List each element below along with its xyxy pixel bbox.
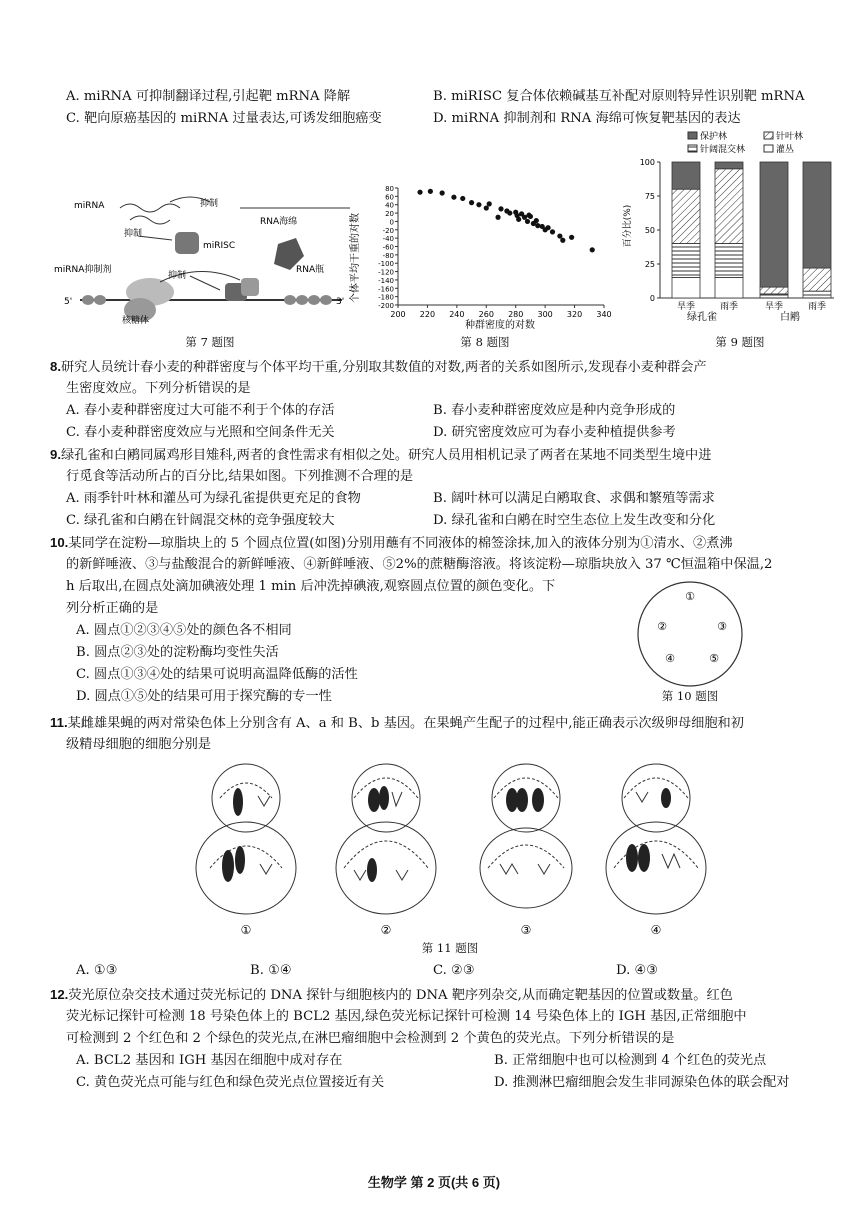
fig9-bar-segment (760, 162, 788, 287)
q12-text-1: 荧光原位杂交技术通过荧光标记的 DNA 探针与细胞核内的 DNA 靶序列杂交,从而确定靶基因的位置或数量。红色 (68, 988, 733, 1003)
fig8-x-tick-label: 340 (596, 310, 612, 319)
fig9-bar-segment (803, 162, 831, 268)
fig11-caption: 第 11 题图 (421, 941, 479, 955)
fig9-bar-segment (715, 244, 743, 278)
q9-text-1: 绿孔雀和白鹇同属鸡形目雉科,两者的食性需求有相似之处。研究人员用相机记录了两者在某地不同类型生境中进 (61, 448, 712, 463)
fig10-dot-4: ④ (665, 652, 675, 665)
q11-stem-line2: 级精母细胞的细胞分别是 (66, 737, 212, 752)
fig7-label-sponge: RNA海绵 (260, 217, 298, 227)
q11-option-b: B. ①④ (250, 963, 292, 978)
fig9-y-tick-label: 0 (649, 294, 655, 303)
fig8-data-point (557, 233, 562, 238)
fig8-y-tick-label: -160 (378, 285, 394, 294)
fig9-bar-segment (715, 162, 743, 169)
fig8-data-point (495, 215, 500, 220)
fig9-y-tick-label: 100 (639, 158, 655, 167)
fig8-data-point (440, 190, 445, 195)
q10-option-c: C. 圆点①③④处的结果可说明高温降低酶的活性 (76, 667, 358, 682)
fig11-label-4: ④ (650, 923, 662, 937)
fig8-data-point (522, 215, 527, 220)
fig9-legend-0: 保护林 (700, 132, 728, 142)
fig9-stacked-bar-chart (620, 126, 840, 334)
fig8-data-point (460, 196, 465, 201)
fig9-bar-segment (672, 189, 700, 243)
fig8-data-point (525, 219, 530, 224)
fig8-y-tick-label: 0 (389, 218, 394, 227)
fig7-label-inhibitor: miRNA抑制剂 (54, 265, 112, 275)
q11-option-d: D. ④③ (616, 963, 659, 978)
fig8-x-tick-label: 260 (478, 310, 494, 319)
q10-stem-line4: 列分析正确的是 (66, 601, 159, 616)
q11-stem-line1 (50, 712, 744, 735)
fig8-data-point (487, 201, 492, 206)
fig9-group-1: 白鹇 (780, 312, 800, 323)
fig8-y-tick-label: -180 (378, 293, 394, 302)
q11-option-a: A. ①③ (76, 963, 118, 978)
fig8-y-tick-label: -120 (378, 268, 394, 277)
fig8-ylabel: 个体平均干重的对数 (350, 213, 361, 303)
fig8-data-point (528, 214, 533, 219)
q11-text-1: 某雌雄果蝇的两对常染色体上分别含有 A、a 和 B、b 基因。在果蝇产生配子的过程中,能正确表示次级卵母细胞和初 (67, 716, 744, 731)
q7-option-c: C. 靶向原癌基因的 miRNA 过量表达,可诱发细胞癌变 (66, 111, 382, 126)
q10-option-d: D. 圆点①⑤处的结果可用于探究酶的专一性 (76, 689, 332, 704)
fig8-y-tick-label: -140 (378, 276, 394, 285)
fig8-data-point (545, 225, 550, 230)
fig7-label-ribosome: 核糖体 (122, 316, 150, 326)
fig11-cell-3 (480, 764, 572, 937)
fig8-x-tick-label: 320 (566, 310, 583, 319)
fig9-bar-segment (715, 169, 743, 244)
q8-text-1: 研究人员统计春小麦的种群密度与个体平均干重,分别取其数值的对数,两者的关系如图所示,发现春小麦种群会产 (61, 360, 707, 375)
q9-option-d: D. 绿孔雀和白鹇在时空生态位上发生改变和分化 (433, 513, 716, 528)
q10-number: 10. (50, 535, 69, 550)
fig8-y-tick-label: -60 (382, 243, 394, 252)
q12-option-a: A. BCL2 基因和 IGH 基因在细胞中成对存在 (76, 1053, 343, 1068)
fig8-scatter-chart (350, 180, 618, 335)
fig9-bar-segment (672, 278, 700, 298)
fig11-cell-2 (336, 764, 436, 937)
fig7-label-mirisc: miRISC (203, 241, 236, 251)
q10-option-a: A. 圆点①②③④⑤处的颜色各不相同 (76, 623, 292, 638)
fig9-bar-segment (672, 162, 700, 189)
q12-stem-line3: 可检测到 2 个红色和 2 个绿色的荧光点,在淋巴瘤细胞中会检测到 2 个黄色的荧光点。下列分析错误的是 (66, 1031, 675, 1046)
fig9-ylabel: 百分比(%) (623, 204, 633, 248)
fig11-label-2: ② (380, 923, 392, 937)
fig8-data-point (507, 210, 512, 215)
fig9-bar-segment (672, 244, 700, 278)
q12-option-d: D. 推测淋巴瘤细胞会发生非同源染色体的联会配对 (494, 1075, 790, 1090)
fig8-y-tick-label: -40 (382, 235, 394, 244)
fig8-y-tick-label: 20 (385, 210, 394, 219)
q12-option-c: C. 黄色荧光点可能与红色和绿色荧光点位置接近有关 (76, 1075, 385, 1090)
fig8-data-point (534, 218, 539, 223)
q10-stem-line3: h 后取出,在圆点处滴加碘液处理 1 min 后冲洗掉碘液,观察圆点位置的颜色变化。下 (66, 579, 556, 594)
q12-stem-line2: 荧光标记探针可检测 18 号染色体上的 BCL2 基因,绿色荧光标记探针可检测 14 号染色体上的 IGH 基因,正常细胞中 (66, 1009, 747, 1024)
fig8-y-tick-label: -200 (378, 302, 394, 310)
fig10-dot-5: ⑤ (709, 652, 719, 665)
q8-option-b: B. 春小麦种群密度效应是种内竞争形成的 (433, 403, 676, 418)
fig8-y-tick-label: -20 (382, 226, 394, 235)
q12-stem-line1 (50, 984, 733, 1007)
fig8-data-point (469, 200, 474, 205)
fig9-caption: 第 9 题图 (715, 335, 765, 349)
fig11-cell-4 (606, 764, 706, 937)
q8-stem-line1 (50, 356, 707, 379)
fig7-label-inhibit3: 抑制 (168, 271, 187, 281)
fig8-data-point (569, 235, 574, 240)
fig9-y-tick-label: 50 (644, 226, 655, 235)
fig8-data-point (484, 205, 489, 210)
fig9-y-tick-label: 75 (644, 192, 655, 201)
q9-option-c: C. 绿孔雀和白鹇在针阔混交林的竞争强度较大 (66, 513, 335, 528)
fig8-y-tick-label: -100 (378, 260, 394, 269)
fig10-dot-3: ③ (717, 620, 727, 633)
fig7-label-rna-bottle: RNA瓶 (296, 265, 325, 275)
q7-option-a: A. miRNA 可抑制翻译过程,引起靶 mRNA 降解 (66, 89, 351, 104)
fig8-y-tick-label: 60 (385, 193, 394, 202)
q11-option-c: C. ②③ (433, 963, 475, 978)
fig9-legend-3: 灌丛 (776, 145, 795, 155)
fig7-label-inhibit1: 抑制 (200, 199, 219, 209)
fig8-data-point (535, 223, 540, 228)
q10-text-1: 某同学在淀粉—琼脂块上的 5 个圆点位置(如图)分别用蘸有不同液体的棉签涂抹,加入的液体分别为①清水、②煮沸 (68, 536, 733, 551)
q8-option-d: D. 研究密度效应可为春小麦种植提供参考 (433, 425, 676, 440)
fig7-label-inhibit2: 抑制 (124, 229, 143, 239)
q12-option-b: B. 正常细胞中也可以检测到 4 个红色的荧光点 (494, 1053, 767, 1068)
fig8-y-tick-label: 40 (385, 201, 394, 210)
fig9-bar-segment (760, 294, 788, 298)
fig8-y-tick-label: 80 (385, 185, 394, 193)
fig9-x-tick-label: 旱季 (764, 302, 784, 312)
fig8-xlabel: 种群密度的对数 (465, 320, 535, 331)
fig8-data-point (428, 189, 433, 194)
fig7-label-5prime: 5' (64, 297, 73, 307)
fig11-label-3: ③ (520, 923, 532, 937)
q9-number: 9. (50, 447, 61, 462)
q12-number: 12. (50, 987, 69, 1002)
q10-stem-line2: 的新鲜唾液、③与盐酸混合的新鲜唾液、④新鲜唾液、⑤2%的蔗糖酶溶液。将该淀粉—琼脂块放入 37 ℃恒温箱中保温,2 (66, 557, 773, 572)
fig8-caption: 第 8 题图 (460, 335, 510, 349)
fig10-agar-plate (630, 580, 750, 690)
fig8-data-point (417, 190, 422, 195)
fig11-cell-diagrams (190, 758, 710, 938)
fig8-x-tick-label: 220 (419, 310, 436, 319)
fig8-x-tick-label: 280 (508, 310, 524, 319)
fig9-x-tick-label: 雨季 (807, 302, 827, 312)
fig8-data-point (550, 229, 555, 234)
q8-number: 8. (50, 359, 61, 374)
q7-option-b: B. miRISC 复合体依赖碱基互补配对原则特异性识别靶 mRNA (433, 89, 805, 104)
fig8-x-tick-label: 240 (449, 310, 465, 319)
q8-option-c: C. 春小麦种群密度效应与光照和空间条件无关 (66, 425, 335, 440)
fig8-data-point (516, 217, 521, 222)
fig9-group-0: 绿孔雀 (687, 312, 717, 323)
page-footer: 生物学 第 2 页(共 6 页) (367, 1175, 501, 1190)
fig7-label-mirna: miRNA (74, 201, 105, 211)
q8-stem-line2: 生密度效应。下列分析错误的是 (66, 381, 251, 396)
fig8-data-point (560, 238, 565, 243)
fig11-cell-1 (196, 764, 296, 937)
fig9-bar-segment (760, 287, 788, 294)
fig11-label-1: ① (240, 923, 252, 937)
q8-option-a: A. 春小麦种群密度过大可能不利于个体的存活 (66, 403, 335, 418)
fig8-data-point (590, 247, 595, 252)
fig9-bar-segment (803, 268, 831, 291)
fig9-y-tick-label: 25 (644, 260, 655, 269)
q9-stem-line2: 行觅食等活动所占的百分比,结果如图。下列推测不合理的是 (66, 469, 414, 484)
fig8-x-tick-label: 200 (390, 310, 406, 319)
q9-stem-line1 (50, 444, 711, 467)
fig9-legend-2: 针阔混交林 (700, 145, 746, 155)
fig9-x-tick-label: 旱季 (676, 302, 696, 312)
fig8-data-point (451, 195, 456, 200)
fig10-dot-2: ② (657, 620, 667, 633)
fig9-bar-segment (715, 278, 743, 298)
fig7-caption: 第 7 题图 (185, 335, 235, 349)
fig8-data-point (498, 206, 503, 211)
fig8-y-tick-label: -80 (382, 251, 394, 260)
fig7-label-3prime: 3' (336, 297, 345, 307)
fig8-x-tick-label: 300 (537, 310, 553, 319)
q10-stem-line1 (50, 532, 733, 555)
fig8-data-point (476, 202, 481, 207)
fig10-caption: 第 10 题图 (661, 689, 719, 703)
fig7-diagram (54, 180, 350, 330)
fig10-dot-1: ① (685, 590, 695, 603)
q10-option-b: B. 圆点②③处的淀粉酶均变性失活 (76, 645, 279, 660)
fig9-legend-1: 针叶林 (776, 132, 804, 142)
fig9-x-tick-label: 雨季 (719, 302, 739, 312)
q11-number: 11. (50, 715, 68, 730)
fig9-bar-segment (803, 291, 831, 298)
q9-option-b: B. 阔叶林可以满足白鹇取食、求偶和繁殖等需求 (433, 491, 715, 506)
q9-option-a: A. 雨季针叶林和灌丛可为绿孔雀提供更充足的食物 (66, 491, 361, 506)
q7-option-d: D. miRNA 抑制剂和 RNA 海绵可恢复靶基因的表达 (433, 111, 741, 126)
